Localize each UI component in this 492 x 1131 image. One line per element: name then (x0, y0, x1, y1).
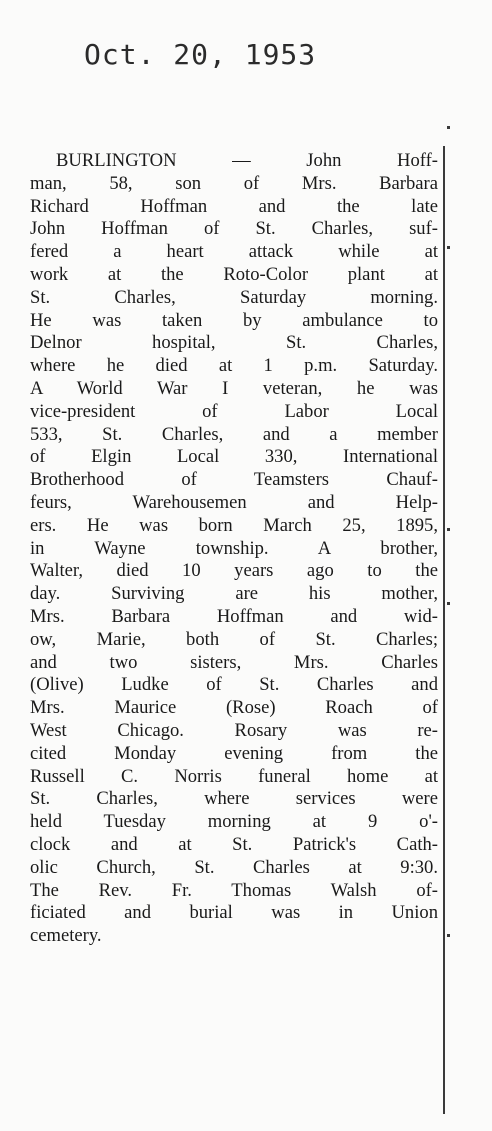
text-line: feurs, Warehousemen and Help- (30, 491, 438, 513)
text-line: BURLINGTON — John Hoff- (56, 150, 438, 171)
text-line: West Chicago. Rosary was re- (30, 719, 438, 741)
text-line: day. Surviving are his mother, (30, 583, 438, 605)
text-line: work at the Roto-Color plant at (30, 263, 438, 285)
text-line: ficiated and burial was in Union (30, 902, 438, 924)
text-line: cemetery. (30, 925, 102, 947)
text-line: vice-president of Labor Local (30, 400, 438, 422)
text-line: Russell C. Norris funeral home at (30, 765, 438, 787)
column-rule-mark (447, 528, 450, 531)
text-line: olic Church, St. Charles at 9:30. (30, 856, 438, 878)
text-line: fered a heart attack while at (30, 241, 438, 263)
text-line: Walter, died 10 years ago to the (30, 560, 438, 582)
text-line: The Rev. Fr. Thomas Walsh of- (30, 879, 438, 901)
text-line: Brotherhood of Teamsters Chauf- (30, 469, 438, 491)
text-line: A World War I veteran, he was (30, 377, 438, 399)
text-line: held Tuesday morning at 9 o'- (30, 811, 438, 833)
column-rule-mark (447, 602, 450, 605)
text-line: John Hoffman of St. Charles, suf- (30, 218, 438, 240)
text-line: He was taken by ambulance to (30, 309, 438, 331)
obituary-column (30, 150, 438, 948)
text-line: in Wayne township. A brother, (30, 537, 438, 559)
column-rule (443, 146, 445, 1114)
date-stamp: Oct. 20, 1953 (84, 38, 317, 71)
text-line: ers. He was born March 25, 1895, (30, 514, 438, 536)
column-rule-mark (447, 934, 450, 937)
text-line: 533, St. Charles, and a member (30, 423, 438, 445)
text-line: Richard Hoffman and the late (30, 195, 438, 217)
text-line: man, 58, son of Mrs. Barbara (30, 172, 438, 194)
text-line: Mrs. Barbara Hoffman and wid- (30, 605, 438, 627)
text-line: clock and at St. Patrick's Cath- (30, 833, 438, 855)
column-rule-mark (447, 126, 450, 129)
text-line: St. Charles, where services were (30, 788, 438, 810)
text-line: ow, Marie, both of St. Charles; (30, 628, 438, 650)
text-line: cited Monday evening from the (30, 742, 438, 764)
column-rule-mark (447, 246, 450, 249)
text-line: Mrs. Maurice (Rose) Roach of (30, 697, 438, 719)
text-line: (Olive) Ludke of St. Charles and (30, 674, 438, 696)
text-line: of Elgin Local 330, International (30, 446, 438, 468)
text-line: St. Charles, Saturday morning. (30, 286, 438, 308)
text-line: and two sisters, Mrs. Charles (30, 651, 438, 673)
text-line: where he died at 1 p.m. Saturday. (30, 355, 438, 377)
text-line: Delnor hospital, St. Charles, (30, 332, 438, 354)
